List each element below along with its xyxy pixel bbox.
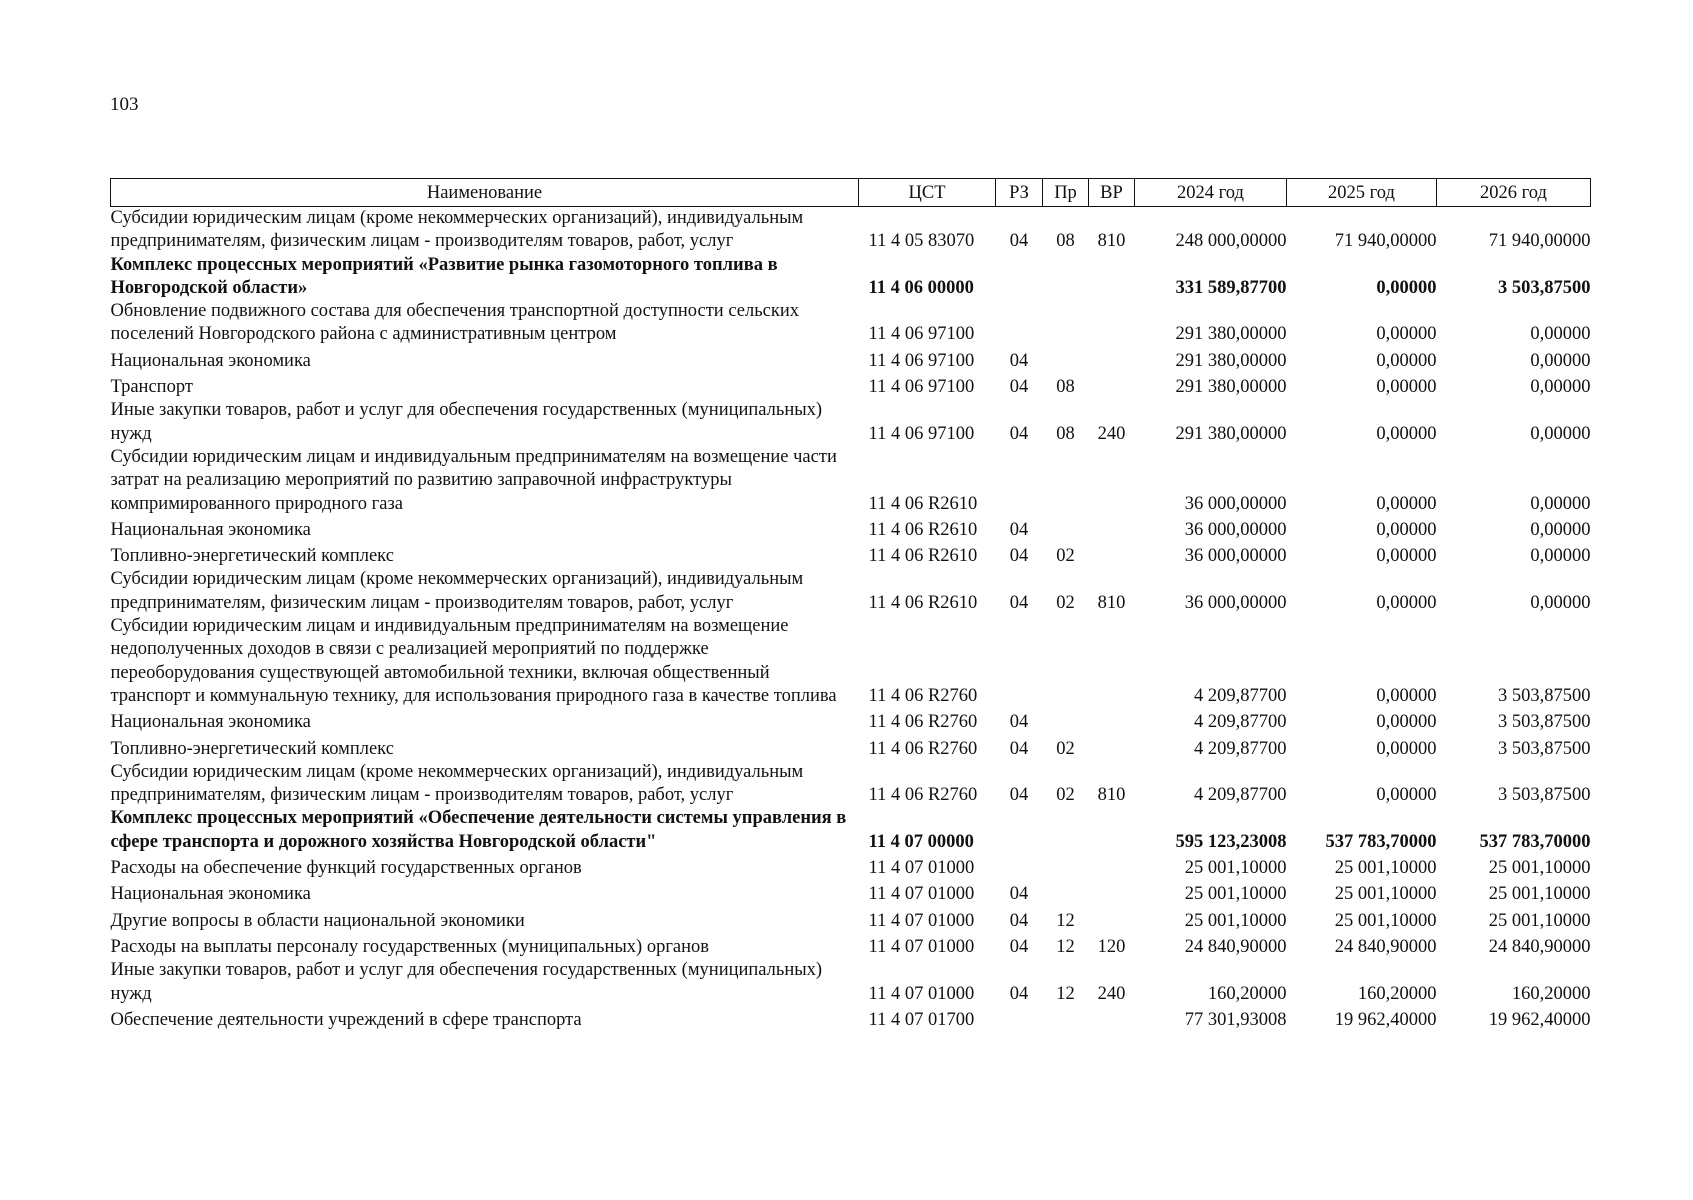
- cell-cst: 11 4 06 R2760: [868, 738, 978, 759]
- table-row: [111, 373, 1591, 399]
- cell-2024: 25 001,10000: [1184, 910, 1287, 931]
- cell-pr: [1043, 446, 1089, 516]
- cell-pr: [1043, 880, 1089, 906]
- header-row: [111, 179, 1591, 207]
- cell-2026: 537 783,70000: [1479, 831, 1591, 852]
- cell-2025: 537 783,70000: [1325, 831, 1437, 852]
- cell-2026: 3 503,87500: [1498, 277, 1591, 298]
- cell-vr: 240: [1097, 983, 1126, 1004]
- cell-name: Национальная экономика: [110, 712, 311, 733]
- cell-2024: 36 000,00000: [1184, 546, 1287, 567]
- cell-name: Субсидии юридическим лицам (кроме некоммерческих организаций), индивидуальным предпринимателям, физическим лицам - производителям товаров, работ, услуг: [110, 761, 804, 806]
- table-row: [111, 446, 1591, 516]
- cell-pr: 12: [1056, 936, 1075, 957]
- cell-rz: 04: [1009, 377, 1029, 398]
- table-row: [111, 735, 1591, 761]
- cell-rz: 04: [1009, 712, 1029, 733]
- cell-vr: [1089, 615, 1135, 708]
- cell-cst: 11 4 07 01000: [868, 936, 975, 957]
- cell-2026: 0,00000: [1530, 423, 1591, 444]
- cell-2025: 0,00000: [1376, 546, 1437, 567]
- table-row: [111, 708, 1591, 734]
- cell-cst: 11 4 06 00000: [868, 277, 974, 298]
- table-row: [111, 399, 1591, 446]
- cell-rz: 04: [1009, 785, 1029, 806]
- cell-pr: [1043, 516, 1089, 542]
- cell-pr: 08: [1056, 377, 1075, 398]
- page-number: 103: [110, 94, 139, 115]
- cell-cst: 11 4 05 83070: [868, 231, 975, 252]
- cell-rz: [996, 1006, 1043, 1032]
- cell-2025: 0,00000: [1376, 493, 1437, 514]
- cell-rz: 04: [1009, 519, 1029, 540]
- cell-2025: 0,00000: [1376, 423, 1437, 444]
- cell-pr: 12: [1056, 983, 1075, 1004]
- cell-name: Национальная экономика: [110, 350, 311, 371]
- cell-pr: 02: [1056, 738, 1075, 759]
- table-row: [111, 880, 1591, 906]
- table-row: [111, 761, 1591, 808]
- cell-cst: 11 4 07 01000: [868, 884, 975, 905]
- cell-2026: 0,00000: [1530, 324, 1591, 345]
- cell-2024: 4 209,87700: [1194, 738, 1287, 759]
- cell-cst: 11 4 06 R2760: [868, 712, 978, 733]
- cell-pr: [1043, 347, 1089, 373]
- cell-2024: 25 001,10000: [1184, 884, 1287, 905]
- cell-2024: 160,20000: [1207, 983, 1287, 1004]
- cell-rz: 04: [1009, 884, 1029, 905]
- header-name: Наименование: [111, 179, 859, 207]
- cell-name: Другие вопросы в области национальной экономики: [110, 910, 525, 931]
- cell-name: Топливно-энергетический комплекс: [110, 546, 394, 567]
- header-vr: ВР: [1089, 179, 1135, 207]
- cell-cst: 11 4 06 97100: [868, 324, 975, 345]
- cell-2025: 0,00000: [1376, 350, 1437, 371]
- cell-2026: 0,00000: [1530, 350, 1591, 371]
- cell-2026: 3 503,87500: [1498, 738, 1591, 759]
- cell-pr: [1043, 807, 1089, 854]
- table-row: [111, 907, 1591, 933]
- table-body: [111, 207, 1591, 1033]
- cell-cst: 11 4 07 01000: [868, 910, 975, 931]
- cell-pr: 08: [1056, 423, 1075, 444]
- cell-vr: [1089, 516, 1135, 542]
- table-row: [111, 615, 1591, 708]
- cell-vr: [1089, 347, 1135, 373]
- cell-cst: 11 4 06 97100: [868, 423, 975, 444]
- cell-pr: 02: [1056, 785, 1075, 806]
- cell-name: Обновление подвижного состава для обеспечения транспортной доступности сельских поселений Новгородского района с административным центром: [110, 301, 799, 345]
- cell-vr: 240: [1097, 423, 1126, 444]
- cell-vr: 810: [1097, 231, 1126, 252]
- cell-2024: 36 000,00000: [1184, 519, 1287, 540]
- budget-table: [110, 178, 1591, 1032]
- cell-2026: 25 001,10000: [1488, 858, 1591, 879]
- cell-2025: 0,00000: [1376, 685, 1437, 706]
- header-2026: 2026 год: [1437, 179, 1591, 207]
- cell-2025: 19 962,40000: [1334, 1009, 1437, 1030]
- cell-pr: [1043, 300, 1089, 347]
- cell-2026: 0,00000: [1530, 592, 1591, 613]
- cell-vr: 120: [1097, 936, 1126, 957]
- cell-2026: 0,00000: [1530, 377, 1591, 398]
- table-row: [111, 207, 1591, 254]
- cell-2025: 0,00000: [1376, 377, 1437, 398]
- cell-2026: 25 001,10000: [1488, 884, 1591, 905]
- cell-cst: 11 4 07 01000: [868, 858, 975, 879]
- cell-rz: [996, 807, 1043, 854]
- cell-2025: 25 001,10000: [1334, 884, 1437, 905]
- table-row: [111, 933, 1591, 959]
- cell-cst: 11 4 07 00000: [868, 831, 974, 852]
- cell-2024: 36 000,00000: [1184, 592, 1287, 613]
- cell-rz: 04: [1009, 983, 1029, 1004]
- cell-2024: 595 123,23008: [1175, 831, 1287, 852]
- table-row: [111, 959, 1591, 1006]
- cell-pr: 02: [1056, 546, 1075, 567]
- table-header: [111, 179, 1591, 207]
- cell-name: Обеспечение деятельности учреждений в сфере транспорта: [110, 1009, 582, 1030]
- cell-rz: [996, 300, 1043, 347]
- cell-name: Субсидии юридическим лицам (кроме некоммерческих организаций), индивидуальным предпринимателям, физическим лицам - производителям товаров, работ, услуг: [110, 208, 804, 252]
- cell-2025: 0,00000: [1376, 785, 1437, 806]
- cell-2024: 24 840,90000: [1184, 936, 1287, 957]
- cell-cst: 11 4 06 R2610: [868, 546, 978, 567]
- cell-2025: 0,00000: [1376, 519, 1437, 540]
- cell-pr: [1043, 254, 1089, 301]
- header-cst: ЦСТ: [859, 179, 996, 207]
- cell-rz: 04: [1009, 592, 1029, 613]
- cell-2025: 0,00000: [1376, 324, 1437, 345]
- cell-2024: 291 380,00000: [1175, 350, 1287, 371]
- cell-vr: [1089, 300, 1135, 347]
- header-pr: Пр: [1043, 179, 1089, 207]
- cell-cst: 11 4 06 R2760: [868, 785, 978, 806]
- cell-2026: 3 503,87500: [1498, 785, 1591, 806]
- table-row: [111, 254, 1591, 301]
- cell-vr: [1089, 373, 1135, 399]
- cell-2025: 0,00000: [1376, 738, 1437, 759]
- cell-2026: 160,20000: [1511, 983, 1591, 1004]
- cell-vr: [1089, 708, 1135, 734]
- cell-vr: [1089, 807, 1135, 854]
- cell-2026: 24 840,90000: [1488, 936, 1591, 957]
- cell-pr: 08: [1056, 231, 1075, 252]
- cell-rz: 04: [1009, 231, 1029, 252]
- cell-cst: 11 4 07 01700: [868, 1009, 975, 1030]
- cell-pr: [1043, 854, 1089, 880]
- cell-vr: [1089, 907, 1135, 933]
- cell-2026: 19 962,40000: [1488, 1009, 1591, 1030]
- cell-2024: 291 380,00000: [1175, 423, 1287, 444]
- cell-name: Комплекс процессных мероприятий «Развитие рынка газомоторного топлива в Новгородской области»: [110, 254, 778, 298]
- cell-2024: 77 301,93008: [1184, 1009, 1287, 1030]
- cell-pr: [1043, 615, 1089, 708]
- cell-2024: 331 589,87700: [1175, 277, 1287, 298]
- cell-rz: 04: [1009, 423, 1029, 444]
- table-row: [111, 300, 1591, 347]
- cell-2024: 4 209,87700: [1194, 712, 1287, 733]
- cell-vr: 810: [1097, 592, 1126, 613]
- cell-cst: 11 4 06 R2610: [868, 592, 978, 613]
- cell-2024: 291 380,00000: [1175, 324, 1287, 345]
- cell-rz: 04: [1009, 936, 1029, 957]
- cell-vr: [1089, 254, 1135, 301]
- table-row: [111, 568, 1591, 615]
- header-2024: 2024 год: [1135, 179, 1287, 207]
- cell-name: Топливно-энергетический комплекс: [110, 738, 394, 759]
- cell-name: Иные закупки товаров, работ и услуг для обеспечения государственных (муниципальных) нужд: [110, 400, 823, 444]
- cell-cst: 11 4 06 97100: [868, 350, 975, 371]
- budget-table-container: [110, 178, 1590, 1032]
- table-row: [111, 807, 1591, 854]
- cell-pr: [1043, 708, 1089, 734]
- cell-pr: 12: [1056, 910, 1075, 931]
- cell-2025: 0,00000: [1376, 592, 1437, 613]
- cell-2024: 248 000,00000: [1175, 231, 1287, 252]
- table-row: [111, 1006, 1591, 1032]
- cell-2025: 71 940,00000: [1334, 231, 1437, 252]
- cell-cst: 11 4 06 R2760: [868, 685, 978, 706]
- cell-rz: [996, 615, 1043, 708]
- cell-name: Иные закупки товаров, работ и услуг для обеспечения государственных (муниципальных) нужд: [110, 960, 823, 1004]
- cell-2025: 24 840,90000: [1334, 936, 1437, 957]
- cell-vr: 810: [1097, 785, 1126, 806]
- cell-cst: 11 4 06 R2610: [868, 493, 978, 514]
- cell-2025: 160,20000: [1357, 983, 1437, 1004]
- cell-2026: 3 503,87500: [1498, 712, 1591, 733]
- cell-rz: 04: [1009, 738, 1029, 759]
- cell-2024: 25 001,10000: [1184, 858, 1287, 879]
- cell-name: Субсидии юридическим лицам (кроме некоммерческих организаций), индивидуальным предпринимателям, физическим лицам - производителям товаров, работ, услуг: [110, 569, 804, 613]
- table-row: [111, 854, 1591, 880]
- cell-2024: 36 000,00000: [1184, 493, 1287, 514]
- cell-2025: 25 001,10000: [1334, 858, 1437, 879]
- cell-rz: [996, 446, 1043, 516]
- cell-rz: 04: [1009, 350, 1029, 371]
- cell-2025: 25 001,10000: [1334, 910, 1437, 931]
- table-row: [111, 542, 1591, 568]
- cell-vr: [1089, 446, 1135, 516]
- cell-vr: [1089, 880, 1135, 906]
- cell-name: Национальная экономика: [110, 884, 311, 905]
- cell-rz: [996, 854, 1043, 880]
- cell-2026: 71 940,00000: [1488, 231, 1591, 252]
- cell-2026: 0,00000: [1530, 519, 1591, 540]
- cell-2026: 25 001,10000: [1488, 910, 1591, 931]
- cell-rz: 04: [1009, 910, 1029, 931]
- cell-name: Субсидии юридическим лицам и индивидуальным предпринимателям на возмещение части затрат на реализацию мероприятий по развитию заправочной инфраструктуры компримированного природного газа: [110, 446, 837, 514]
- cell-2024: 291 380,00000: [1175, 377, 1287, 398]
- cell-name: Комплекс процессных мероприятий «Обеспечение деятельности системы управления в сфере транспорта и дорожного хозяйства Новгородской области": [110, 808, 847, 852]
- cell-vr: [1089, 854, 1135, 880]
- cell-rz: [996, 254, 1043, 301]
- cell-pr: [1043, 1006, 1089, 1032]
- cell-name: Расходы на обеспечение функций государственных органов: [110, 858, 582, 879]
- cell-2026: 0,00000: [1530, 493, 1591, 514]
- cell-cst: 11 4 07 01000: [868, 983, 975, 1004]
- cell-vr: [1089, 735, 1135, 761]
- cell-vr: [1089, 542, 1135, 568]
- cell-name: Расходы на выплаты персоналу государственных (муниципальных) органов: [110, 936, 710, 957]
- cell-cst: 11 4 06 R2610: [868, 519, 978, 540]
- header-2025: 2025 год: [1287, 179, 1437, 207]
- cell-2025: 0,00000: [1376, 712, 1437, 733]
- cell-name: Национальная экономика: [110, 519, 311, 540]
- cell-2026: 0,00000: [1530, 546, 1591, 567]
- cell-name: Субсидии юридическим лицам и индивидуальным предпринимателям на возмещение недополученных доходов в связи с реализацией мероприятий по поддержке переоборудования существующей автомобильной техники, включая общественный транспорт и коммунальную технику, для использования природного газа в качестве топлива: [110, 616, 837, 706]
- cell-2024: 4 209,87700: [1194, 785, 1287, 806]
- header-rz: РЗ: [996, 179, 1043, 207]
- cell-2026: 3 503,87500: [1498, 685, 1591, 706]
- table-row: [111, 516, 1591, 542]
- cell-pr: 02: [1056, 592, 1075, 613]
- cell-name: Транспорт: [110, 377, 193, 398]
- cell-vr: [1089, 1006, 1135, 1032]
- cell-2024: 4 209,87700: [1194, 685, 1287, 706]
- table-row: [111, 347, 1591, 373]
- cell-2025: 0,00000: [1376, 277, 1437, 298]
- cell-cst: 11 4 06 97100: [868, 377, 975, 398]
- cell-rz: 04: [1009, 546, 1029, 567]
